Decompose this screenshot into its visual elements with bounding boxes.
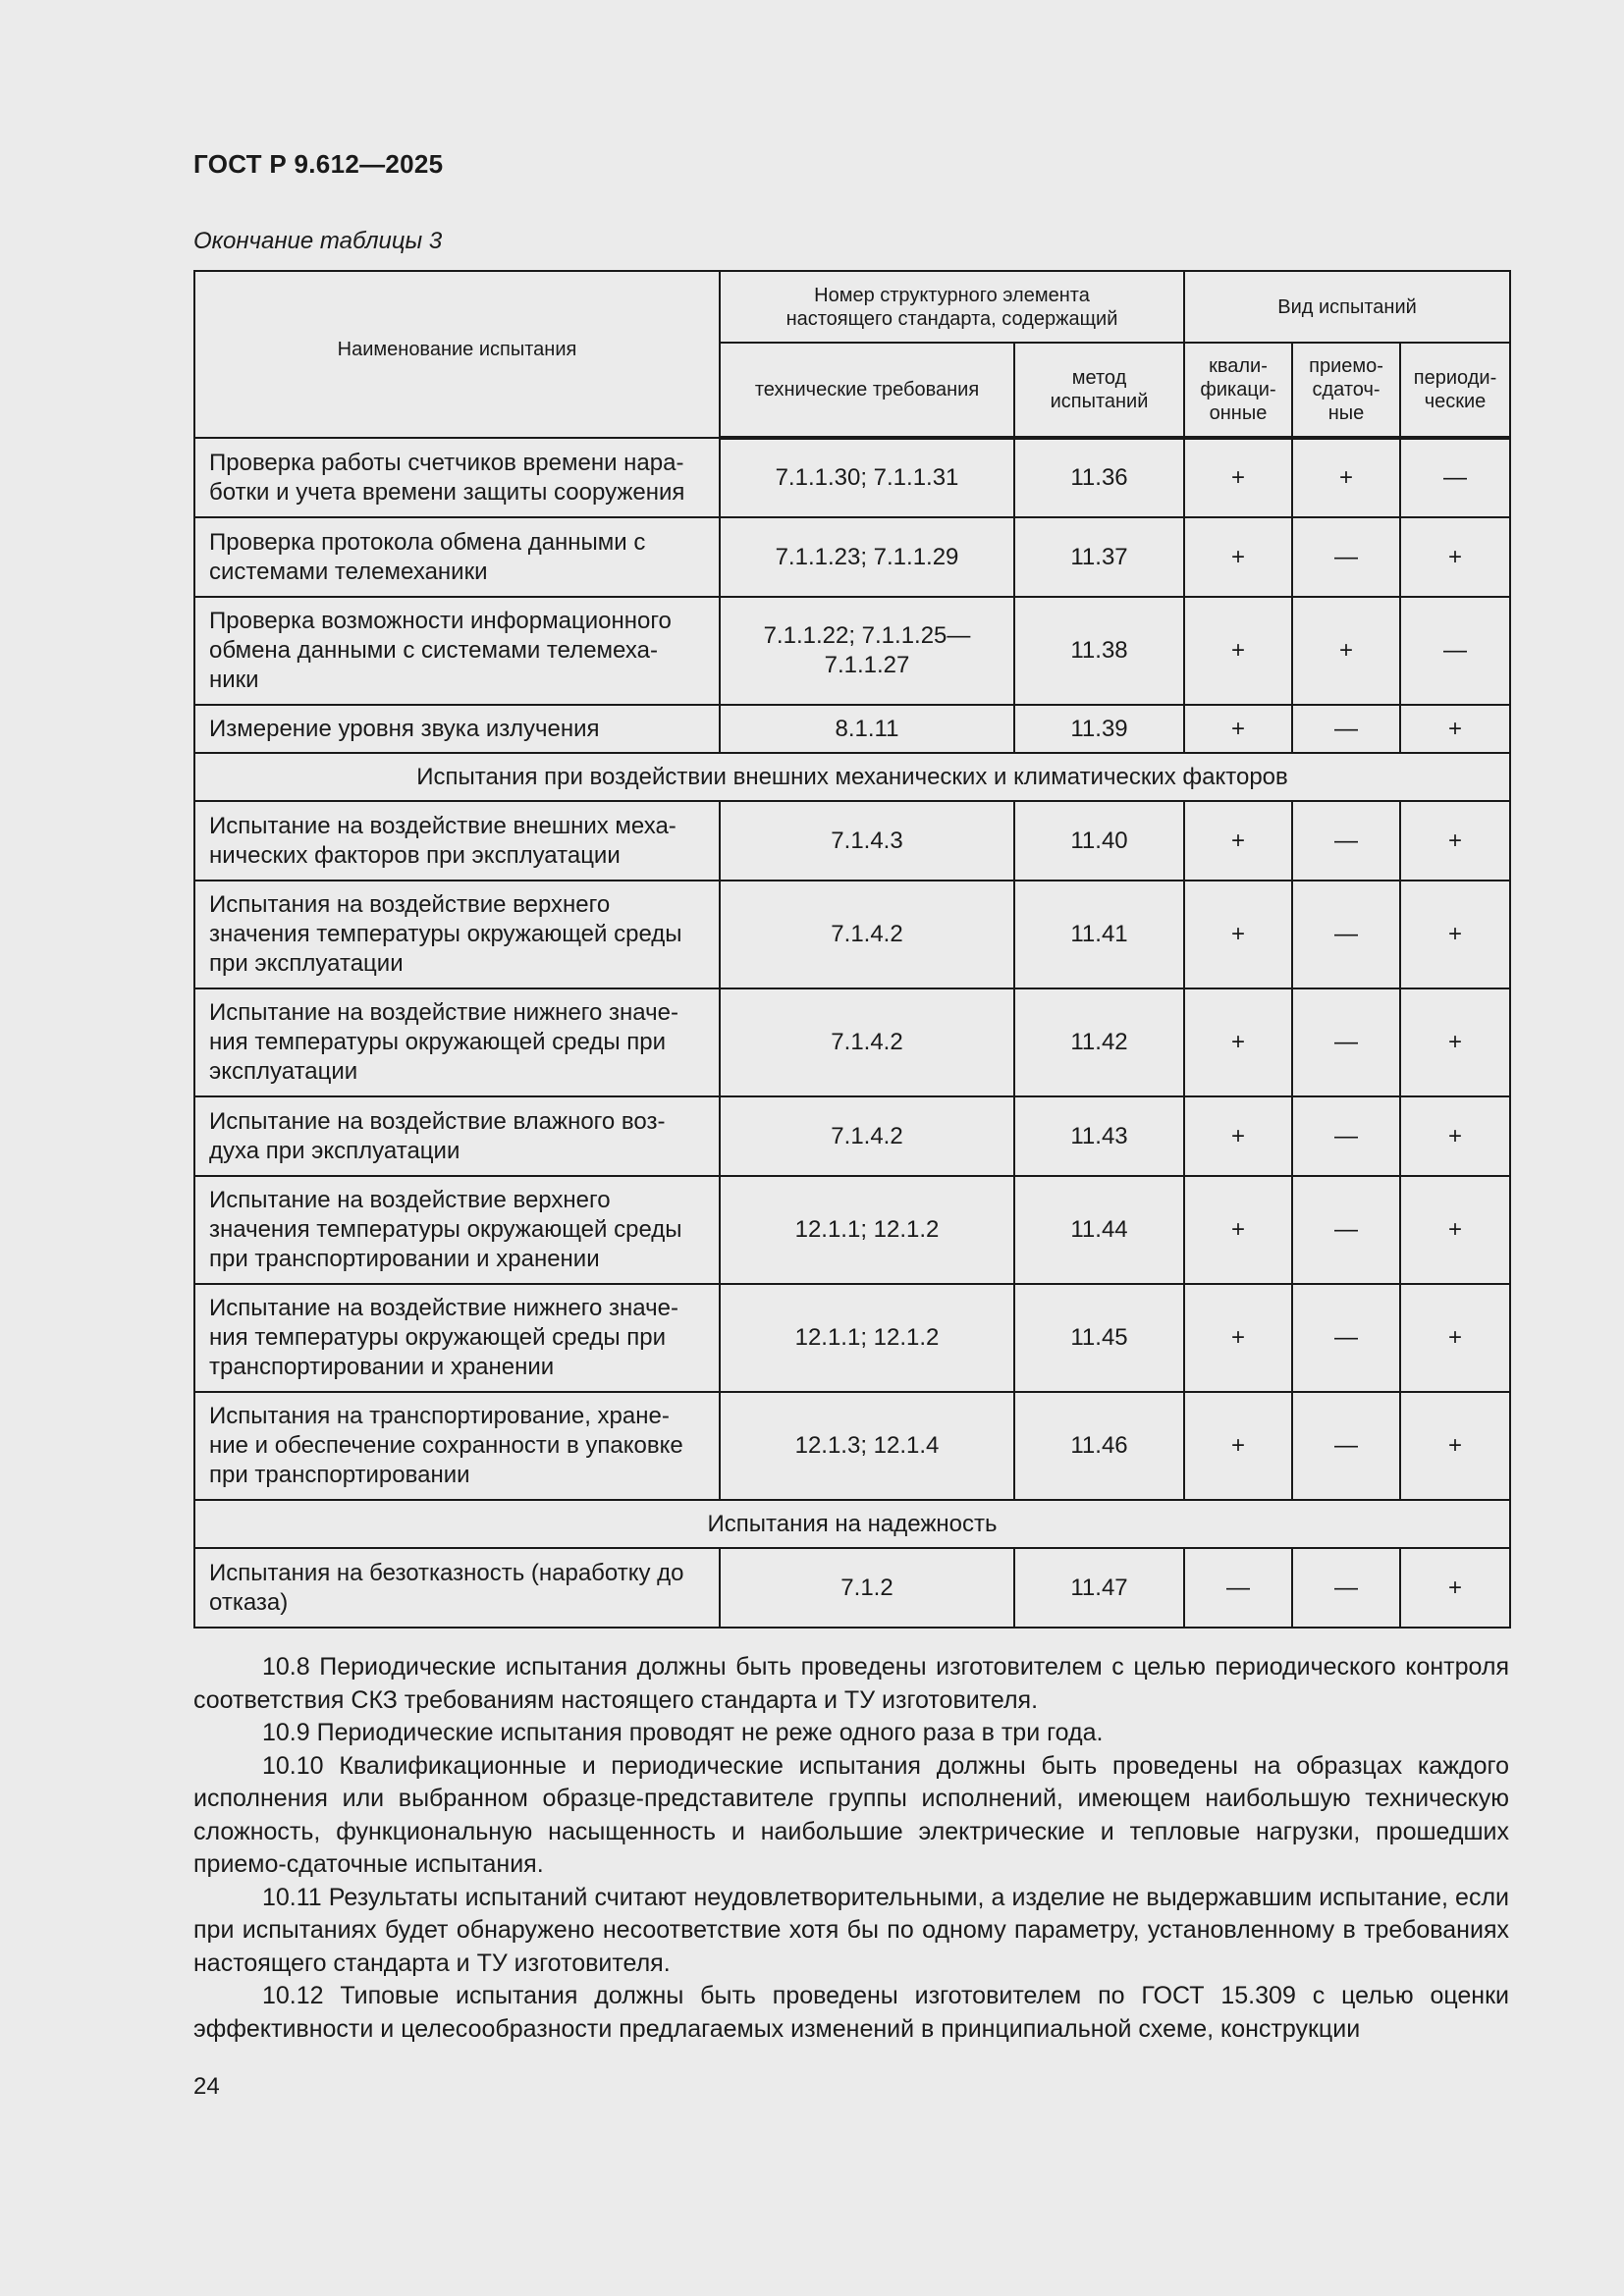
cell-qualification: +	[1184, 597, 1292, 705]
cell-test-method: 11.42	[1014, 988, 1184, 1096]
cell-test-name: Испытание на воздействие нижнего значе- ния температуры окружающей среды при эксплуатации	[194, 988, 720, 1096]
cell-acceptance: —	[1292, 801, 1400, 881]
cell-test-name: Измерение уровня звука излучения	[194, 705, 720, 753]
cell-tech-requirements: 12.1.3; 12.1.4	[720, 1392, 1014, 1500]
table-row	[194, 1284, 1510, 1392]
cell-tech-requirements: 7.1.1.23; 7.1.1.29	[720, 517, 1014, 597]
cell-tech-requirements: 7.1.1.30; 7.1.1.31	[720, 438, 1014, 517]
cell-periodic: +	[1400, 988, 1510, 1096]
cell-tech-requirements: 7.1.1.22; 7.1.1.25— 7.1.1.27	[720, 597, 1014, 705]
cell-qualification: +	[1184, 1392, 1292, 1500]
table-row	[194, 1096, 1510, 1176]
cell-test-method: 11.36	[1014, 438, 1184, 517]
paragraph-10-12: 10.12 Типовые испытания должны быть проведены изготовителем по ГОСТ 15.309 с целью оценки эффективности и целесообразности предлагаемых изменений в принципиальной схеме, конструкции	[193, 1982, 1509, 2043]
header-test-method: метод испытаний	[1014, 343, 1184, 438]
cell-periodic: +	[1400, 1176, 1510, 1284]
cell-test-name: Проверка работы счетчиков времени нара- ботки и учета времени защиты сооружения	[194, 438, 720, 517]
cell-tech-requirements: 8.1.11	[720, 705, 1014, 753]
cell-test-method: 11.45	[1014, 1284, 1184, 1392]
header-periodic: периоди- ческие	[1400, 343, 1510, 438]
cell-acceptance: —	[1292, 1284, 1400, 1392]
cell-tech-requirements: 7.1.4.3	[720, 801, 1014, 881]
cell-test-method: 11.40	[1014, 801, 1184, 881]
cell-qualification: +	[1184, 438, 1292, 517]
cell-qualification: +	[1184, 1096, 1292, 1176]
cell-acceptance: —	[1292, 1392, 1400, 1500]
cell-acceptance: —	[1292, 1176, 1400, 1284]
cell-test-method: 11.47	[1014, 1548, 1184, 1628]
page-number: 24	[193, 2073, 220, 2100]
table-row	[194, 1176, 1510, 1284]
cell-tech-requirements: 12.1.1; 12.1.2	[720, 1176, 1014, 1284]
cell-test-name: Испытание на воздействие внешних меха- нических факторов при эксплуатации	[194, 801, 720, 881]
cell-test-method: 11.46	[1014, 1392, 1184, 1500]
cell-periodic: +	[1400, 1096, 1510, 1176]
cell-acceptance: +	[1292, 597, 1400, 705]
header-test-kind: Вид испытаний	[1184, 271, 1510, 343]
cell-test-method: 11.37	[1014, 517, 1184, 597]
tests-table	[193, 270, 1511, 1629]
cell-tech-requirements: 7.1.4.2	[720, 988, 1014, 1096]
cell-test-method: 11.41	[1014, 881, 1184, 988]
header-test-name: Наименование испытания	[194, 271, 720, 438]
cell-qualification: +	[1184, 881, 1292, 988]
cell-periodic: +	[1400, 1392, 1510, 1500]
cell-test-name: Испытание на воздействие нижнего значе- ния температуры окружающей среды при транспортировании и хранении	[194, 1284, 720, 1392]
table-caption: Окончание таблицы 3	[193, 228, 443, 254]
cell-qualification: +	[1184, 1176, 1292, 1284]
cell-test-method: 11.39	[1014, 705, 1184, 753]
section-row	[194, 1500, 1510, 1548]
header-tech-requirements: технические требования	[720, 343, 1014, 438]
section-title: Испытания при воздействии внешних механических и климатических факторов	[194, 753, 1510, 801]
cell-qualification: +	[1184, 988, 1292, 1096]
cell-periodic: +	[1400, 1284, 1510, 1392]
cell-test-name: Испытание на воздействие верхнего значения температуры окружающей среды при транспортировании и хранении	[194, 1176, 720, 1284]
cell-tech-requirements: 7.1.4.2	[720, 881, 1014, 988]
table-row	[194, 1392, 1510, 1500]
table-row	[194, 438, 1510, 517]
section-title: Испытания на надежность	[194, 1500, 1510, 1548]
table-row	[194, 597, 1510, 705]
document-header: ГОСТ Р 9.612—2025	[193, 149, 444, 179]
cell-periodic: +	[1400, 705, 1510, 753]
table-row	[194, 801, 1510, 881]
body-text	[193, 1651, 1509, 2046]
cell-test-name: Испытания на транспортирование, хране- ние и обеспечение сохранности в упаковке при транспортировании	[194, 1392, 720, 1500]
table-row	[194, 705, 1510, 753]
cell-test-name: Проверка возможности информационного обмена данными с системами телемеха- ники	[194, 597, 720, 705]
cell-acceptance: —	[1292, 988, 1400, 1096]
cell-qualification: +	[1184, 705, 1292, 753]
paragraph-10-9: 10.9 Периодические испытания проводят не реже одного раза в три года.	[262, 1719, 1104, 1746]
cell-test-name: Испытания на безотказность (наработку до отказа)	[194, 1548, 720, 1628]
cell-tech-requirements: 7.1.2	[720, 1548, 1014, 1628]
cell-acceptance: —	[1292, 517, 1400, 597]
table-row	[194, 881, 1510, 988]
cell-tech-requirements: 7.1.4.2	[720, 1096, 1014, 1176]
cell-test-method: 11.43	[1014, 1096, 1184, 1176]
cell-acceptance: +	[1292, 438, 1400, 517]
cell-test-method: 11.44	[1014, 1176, 1184, 1284]
cell-acceptance: —	[1292, 1096, 1400, 1176]
cell-periodic: —	[1400, 438, 1510, 517]
header-qualification: квали- фикаци- онные	[1184, 343, 1292, 438]
cell-acceptance: —	[1292, 881, 1400, 988]
section-row	[194, 753, 1510, 801]
cell-periodic: +	[1400, 517, 1510, 597]
cell-test-method: 11.38	[1014, 597, 1184, 705]
cell-qualification: +	[1184, 801, 1292, 881]
cell-acceptance: —	[1292, 705, 1400, 753]
cell-qualification: +	[1184, 517, 1292, 597]
paragraph-10-11: 10.11 Результаты испытаний считают неудовлетворительными, а изделие не выдержавшим испытание, если при испытаниях будет обнаружено несоответствие хотя бы по одному параметру, установленному в требованиях настоящего стандарта и ТУ изготовителя.	[193, 1883, 1509, 1977]
cell-periodic: +	[1400, 881, 1510, 988]
cell-test-name: Проверка протокола обмена данными с системами телемеханики	[194, 517, 720, 597]
table-row	[194, 988, 1510, 1096]
cell-qualification: +	[1184, 1284, 1292, 1392]
cell-periodic: —	[1400, 597, 1510, 705]
table-row	[194, 1548, 1510, 1628]
header-acceptance: приемо- сдаточ- ные	[1292, 343, 1400, 438]
cell-acceptance: —	[1292, 1548, 1400, 1628]
table-row	[194, 517, 1510, 597]
cell-qualification: —	[1184, 1548, 1292, 1628]
paragraph-10-10: 10.10 Квалификационные и периодические испытания должны быть проведены на образцах каждого исполнения или выбранном образце-представителе группы исполнений, имеющем наибольшую техническую сложность, функциональную насыщенность и наибольшие электрические и тепловые нагрузки, прошедших приемо-сдаточные испытания.	[193, 1751, 1509, 1878]
paragraph-10-8: 10.8 Периодические испытания должны быть проведены изготовителем с целью периодического контроля соответствия СКЗ требованиям настоящего стандарта и ТУ изготовителя.	[193, 1653, 1509, 1714]
header-structure-element: Номер структурного элемента настоящего стандарта, содержащий	[720, 271, 1184, 343]
cell-periodic: +	[1400, 801, 1510, 881]
cell-tech-requirements: 12.1.1; 12.1.2	[720, 1284, 1014, 1392]
cell-periodic: +	[1400, 1548, 1510, 1628]
cell-test-name: Испытание на воздействие влажного воз- духа при эксплуатации	[194, 1096, 720, 1176]
cell-test-name: Испытания на воздействие верхнего значения температуры окружающей среды при эксплуатации	[194, 881, 720, 988]
